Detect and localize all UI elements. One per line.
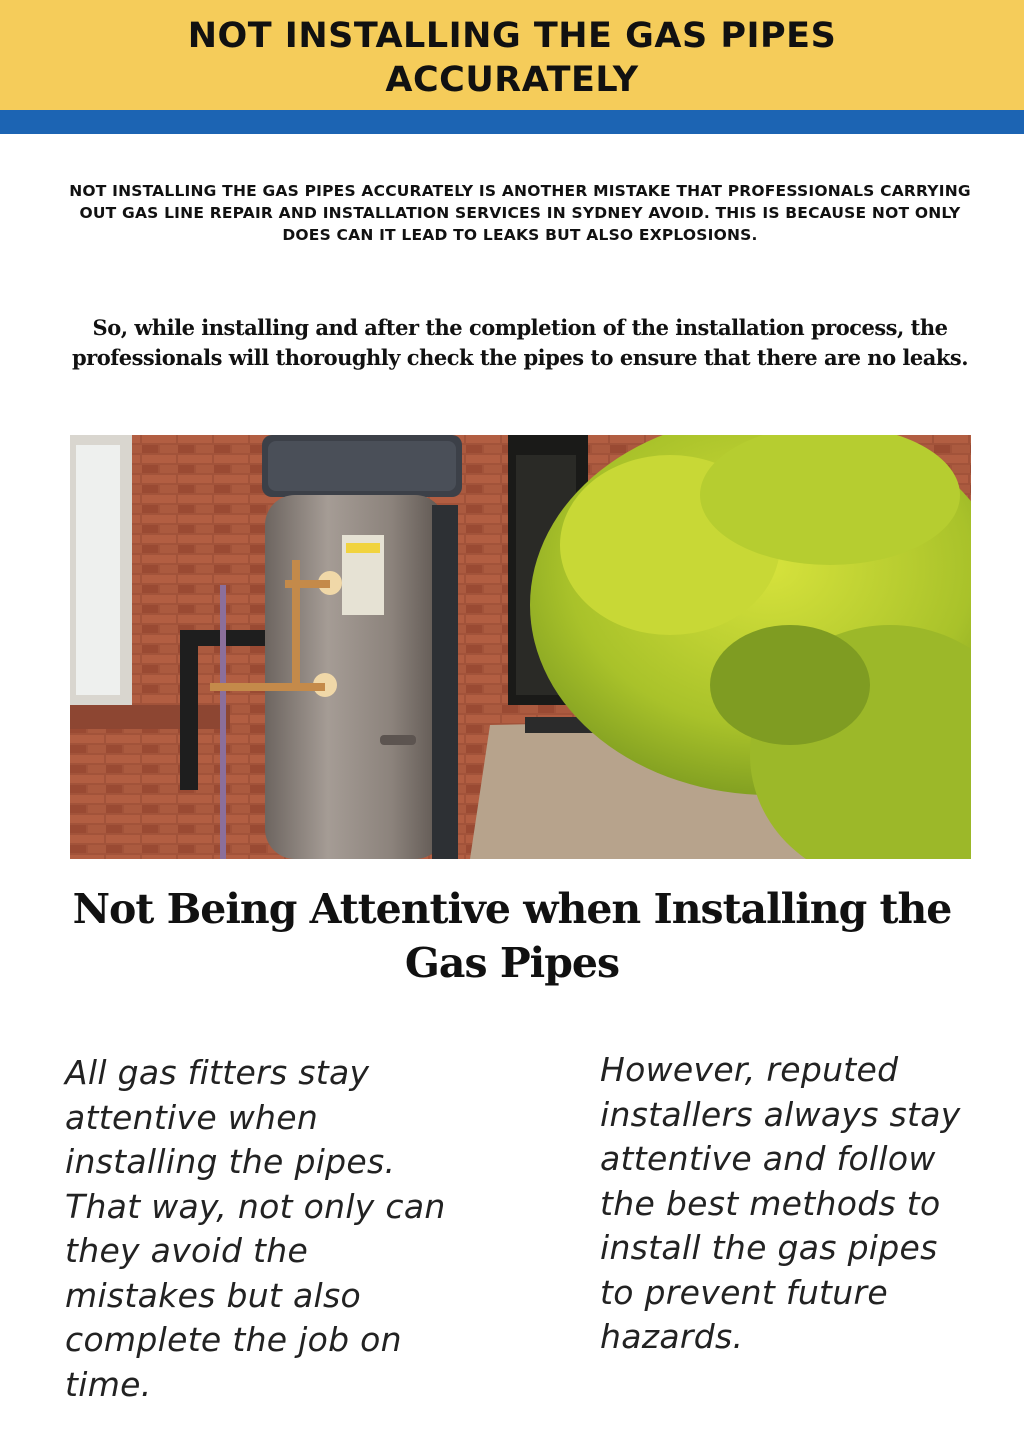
left-column-text: All gas fitters stay attentive when installing the pipes. That way, not only can they avoid the mistakes but also complete the job on time. (65, 1053, 446, 1404)
right-column-text: However, reputed installers always stay attentive and follow the best methods to install the gas pipes to prevent future hazards. (600, 1050, 961, 1356)
page-title: NOT INSTALLING THE GAS PIPES ACCURATELY (187, 16, 837, 100)
water-heater-photo (70, 435, 971, 859)
section-heading: Not Being Attentive when Installing the Gas Pipes (72, 885, 952, 987)
intro-paragraph: NOT INSTALLING THE GAS PIPES ACCURATELY IS ANOTHER MISTAKE THAT PROFESSIONALS CARRYING OUT GAS LINE REPAIR AND INSTALLATION SERVICES IN SYDNEY AVOID. THIS IS BECAUSE NOT ONLY DOES CAN IT LEAD TO LEAKS BUT ALSO EXPLOSIONS. (69, 182, 971, 244)
header-accent-stripe (0, 110, 1024, 134)
leak-check-paragraph: So, while installing and after the completion of the installation process, the professionals will thoroughly check the pipes to ensure that there are no leaks. (71, 315, 969, 370)
